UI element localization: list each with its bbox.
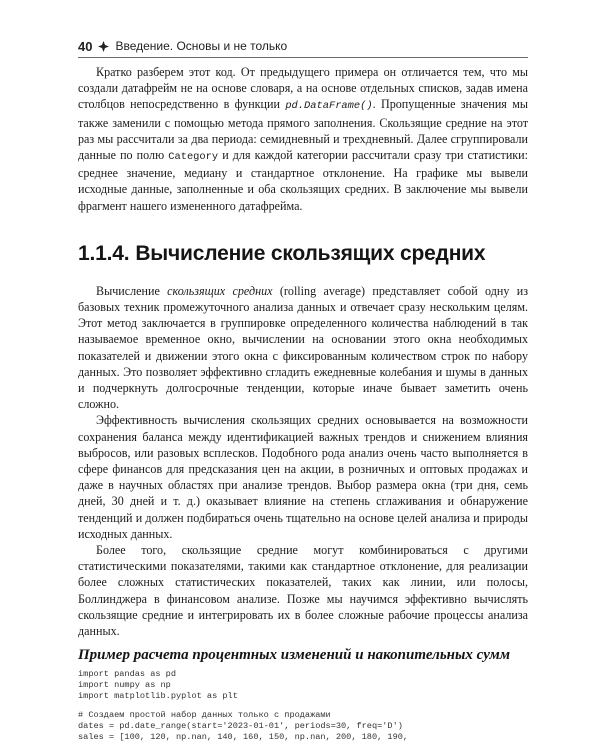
paragraph-combination: Более того, скользящие средние могут комбинироваться с другими статистическими показателями, такими как стандартное отклонение, для реализации более сложных статистических показателей, таких как линии, или полосы, Боллинджера в финансовом анализе. Позже мы научимся эффективно вычислять скользящие средние и интегрировать их в более сложные рабочие процессы анализа данных. bbox=[78, 543, 528, 639]
code-line: import pandas as pd bbox=[78, 669, 176, 680]
code-line: sales = [100, 120, np.nan, 140, 160, 150, np.nan, 200, 180, 190, bbox=[78, 731, 409, 742]
paragraph-text: Вычисление bbox=[96, 283, 168, 298]
section-number: 1.1.4. bbox=[78, 241, 130, 265]
running-header bbox=[78, 38, 528, 54]
diamond-ornament-icon bbox=[98, 41, 109, 52]
emphasized-term: скользящих средних bbox=[167, 283, 273, 298]
code-comment-line: # Создаем простой набор данных только с продажами bbox=[78, 710, 331, 721]
section-heading bbox=[78, 242, 528, 266]
paragraph-text: и для каждой категории рассчитали сразу три статистики: среднее значение, медиану и стандартное отклонение. На графике мы вывели исходные данные, заполненные и оба скользящих средних. В заключение мы вывели фрагмент нашего измененного датафрейма. bbox=[78, 148, 528, 213]
paragraph-text: . Пропущенные значения мы также заменили с помощью метода прямого заполнения. Скользящие средние на этот раз мы рассчитали за два периода: семидневный и трехдневный. Далее сгруппировали данные по полю bbox=[78, 97, 528, 163]
inline-code-function: pd.DataFrame() bbox=[285, 100, 373, 113]
code-line: dates = pd.date_range(start='2023-01-01', periods=30, freq='D') bbox=[78, 720, 403, 731]
header-divider bbox=[78, 57, 528, 58]
paragraph-code-explanation bbox=[78, 64, 528, 214]
paragraph-text: (rolling average) представляет собой одну из базовых техник промежуточного анализа данных и отвечает сразу нескольким целям. Этот метод заключается в группировке определенного количества наблюдений в так называемое временное окно, вычислении на основании этого окна необходимых показателей и движении этого окна с фиксированным количеством строк по набору данных. Это позволяет эффективно сгладить ежедневные колебания и шумы в данных и подчеркнуть долгосрочные тенденции, которые иначе бывает заметить очень сложно. bbox=[78, 283, 528, 412]
inline-code-field: Category bbox=[168, 151, 219, 164]
example-heading: Пример расчета процентных изменений и накопительных сумм bbox=[78, 647, 511, 664]
page-content bbox=[78, 64, 528, 743]
paragraph-rolling-intro bbox=[78, 283, 528, 413]
code-line: import numpy as np bbox=[78, 680, 171, 691]
running-title: Введение. Основы и не только bbox=[115, 39, 288, 53]
paragraph-effectiveness: Эффективность вычисления скользящих средних основывается на возможности сохранения баланса между идентификацией важных трендов и снижением влияния выбросов, или разовых всплесков. Подобного рода анализ очень часто выполняется в сфере финансов для предсказания цен на акции, в розничных и оптовых продажах и даже в научных областях при анализе трендов. Выбор размера окна (три дня, семь дней, 30 дней и т. д.) оказывает влияние на степень сглаживания и обнаружение тенденций и должен подбираться очень тщательно на основе целей анализа и природы исходных данных. bbox=[78, 413, 528, 541]
page-number: 40 bbox=[78, 38, 93, 54]
code-listing bbox=[78, 669, 528, 742]
code-line: import matplotlib.pyplot as plt bbox=[78, 691, 238, 702]
paragraph-text: Кратко разберем этот код. От предыдущего примера он отличается тем, что мы создали датафрейм не на основе словаря, а на основе отдельных списков, задав имена столбцов непосредственно в функции bbox=[78, 65, 528, 112]
section-title-text: Вычисление скользящих средних bbox=[135, 241, 486, 265]
code-blank-line bbox=[78, 702, 528, 710]
